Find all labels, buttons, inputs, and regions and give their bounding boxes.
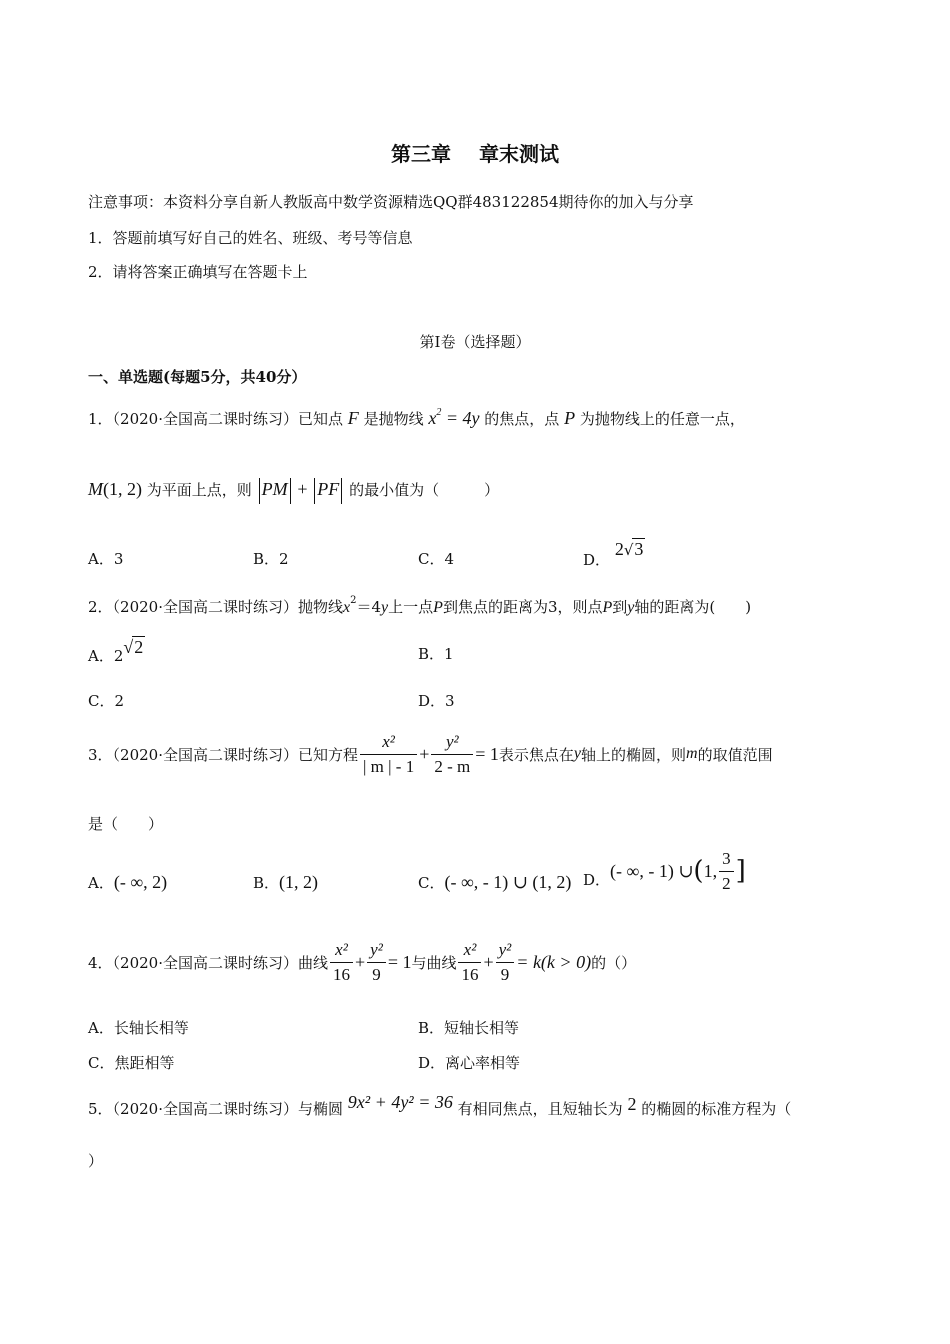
q1-option-a[interactable]: A．3 bbox=[88, 550, 124, 568]
question-1: 1．（2020·全国高二课时练习）已知点 F 是抛物线 $x^2 = 4y$ 的焦点，点 P 为抛物线上的任意一点， bbox=[88, 407, 745, 428]
title-test: 章末测试 bbox=[479, 142, 559, 166]
notice-item-1: 1．答题前填写好自己的姓名、班级、考号等信息 bbox=[88, 229, 413, 247]
q4-option-d[interactable]: D．离心率相等 bbox=[418, 1054, 521, 1072]
q3-option-c[interactable]: C．(- ∞, - 1) ∪ (1, 2) bbox=[418, 872, 572, 892]
question-3: 3．（2020·全国高二课时练习）已知方程 $\frac{\text{x²}}{| m | - 1}$ + $\frac{\text{y²}}{2 - m}$ = 1 表示焦点在 y 轴上的椭圆，则 m 的取值范围 bbox=[88, 731, 773, 776]
question-5-line-2: ） bbox=[88, 1152, 104, 1170]
question-3-line-2: 是（ ） bbox=[88, 815, 164, 833]
q1-option-b[interactable]: B．2 bbox=[253, 550, 289, 568]
question-1-line-2: M(1, 2) 为平面上点，则 PM + PF 的最小值为（ ） bbox=[88, 478, 499, 504]
q2-option-d[interactable]: D．3 bbox=[418, 692, 455, 710]
q3-fraction-1: $\frac{\text{x²}}{| m | - 1}$ bbox=[360, 732, 417, 777]
q4-option-a[interactable]: A．长轴长相等 bbox=[88, 1019, 189, 1037]
question-2: 2．（2020·全国高二课时练习）抛物线$x^2=4y$上一点P到焦点的距离为3，则点P到y轴的距离为( ) bbox=[88, 595, 752, 616]
q2-option-b[interactable]: B．1 bbox=[418, 645, 454, 663]
q1-option-d[interactable]: D． 2√3 bbox=[583, 539, 644, 569]
section-title: 一、单选题(每题5分，共40分） bbox=[88, 368, 307, 386]
math-F: F bbox=[347, 408, 359, 428]
notice-item-2: 2．请将答案正确填写在答题卡上 bbox=[88, 263, 308, 281]
math-ellipse: 9x² + 4y² = 36 bbox=[347, 1092, 453, 1112]
q4-option-c[interactable]: C．焦距相等 bbox=[88, 1054, 175, 1072]
q3-option-d[interactable]: D． (- ∞, - 1) ∪ ( 1, $\frac{3}{2}$ ] bbox=[583, 848, 746, 893]
page-title bbox=[0, 138, 950, 167]
q2-option-a[interactable]: A．2√2 bbox=[88, 637, 144, 665]
title-chapter: 第三章 bbox=[391, 142, 451, 166]
part-title: 第I卷（选择题） bbox=[419, 333, 531, 351]
q2-option-c[interactable]: C．2 bbox=[88, 692, 125, 710]
q3-option-b[interactable]: B．(1, 2) bbox=[253, 872, 319, 892]
question-5: 5．（2020·全国高二课时练习）与椭圆 9x² + 4y² = 36 有相同焦点，且短轴长为 2 的椭圆的标准方程为（ bbox=[88, 1092, 792, 1118]
q3-fraction-2: $\frac{\text{y²}}{2 - m}$ bbox=[431, 732, 473, 777]
math-P: P bbox=[564, 408, 576, 428]
question-4: 4．（2020·全国高二课时练习）曲线 $\frac{\text{x²}}{16}$ + $\frac{\text{y²}}{9}$ = 1 与曲线 $\frac{\text{x²}}{16}$ + $\frac{\text{y²}}{9}$ = k(k > 0) 的（） bbox=[88, 939, 637, 984]
q3-option-a[interactable]: A．(- ∞, 2) bbox=[88, 872, 168, 892]
q4-option-b[interactable]: B．短轴长相等 bbox=[418, 1019, 520, 1037]
math-parabola: $x^2 = 4y$ bbox=[428, 407, 480, 428]
notice-header: 注意事项：本资料分享自新人教版高中数学资源精选QQ群483122854期待你的加入与分享 bbox=[88, 193, 694, 211]
q1-option-c[interactable]: C．4 bbox=[418, 550, 455, 568]
